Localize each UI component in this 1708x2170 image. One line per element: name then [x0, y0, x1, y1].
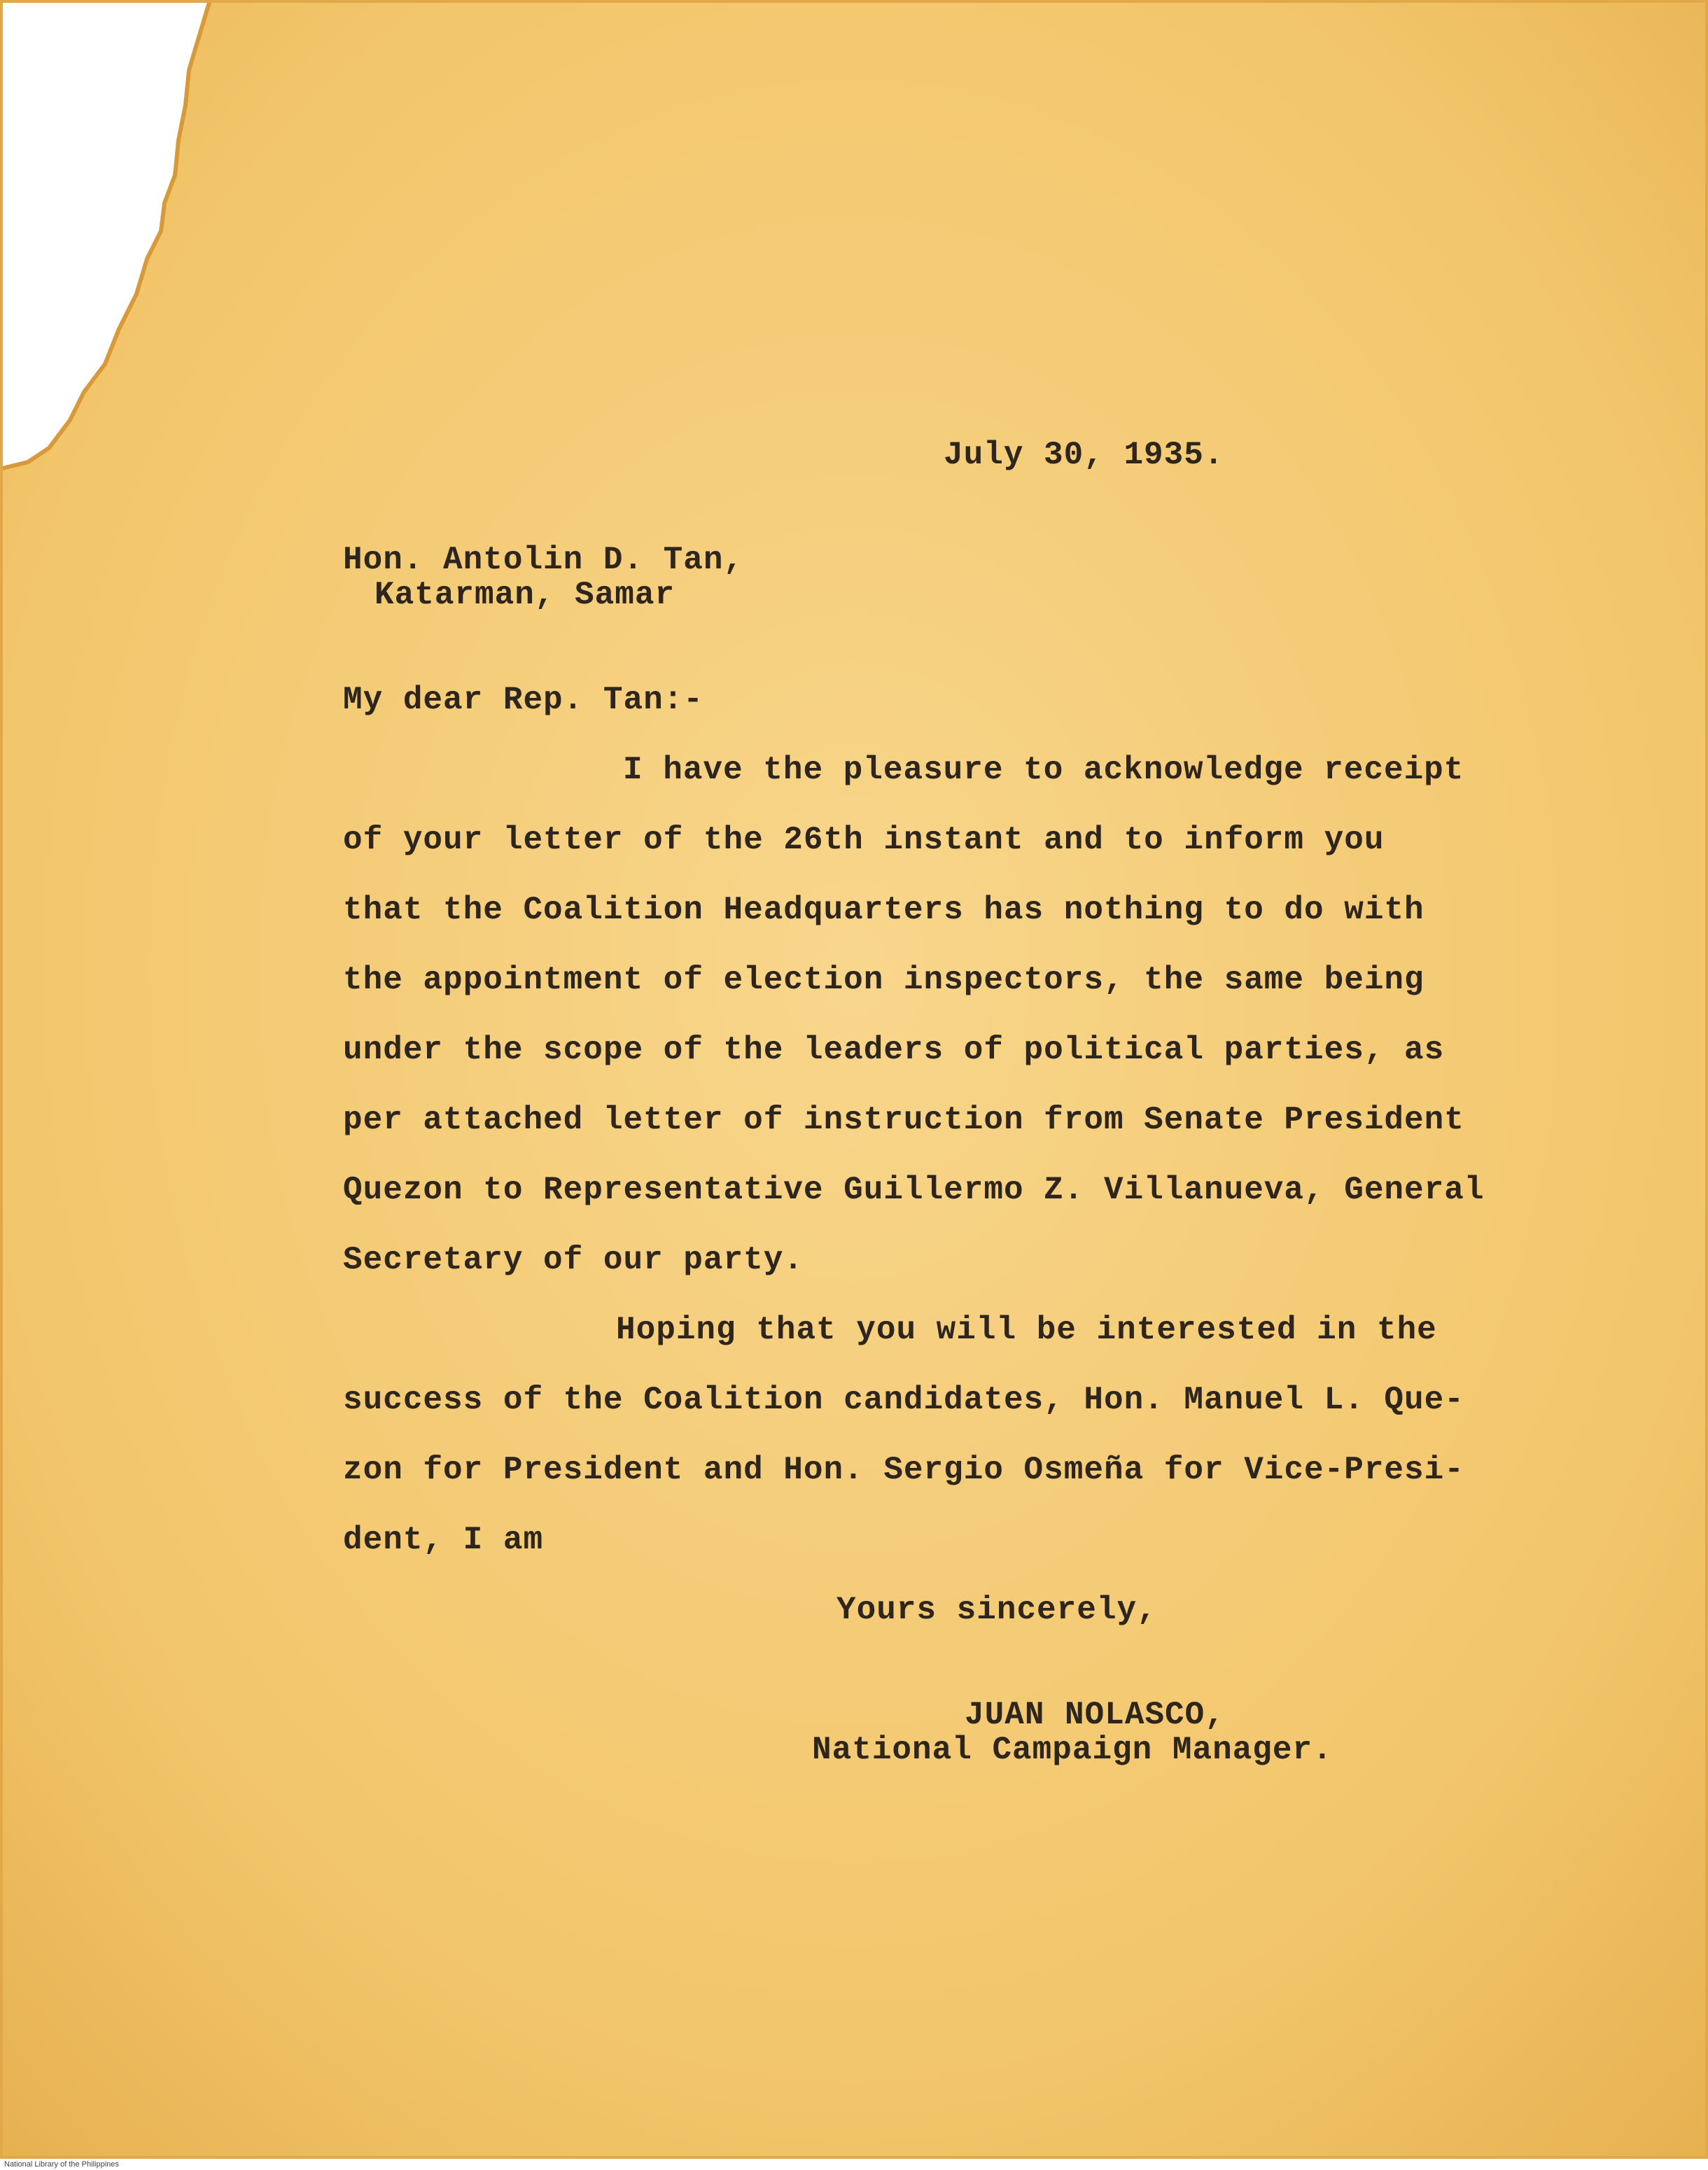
paragraph-1-line: I have the pleasure to acknowledge receipt — [623, 752, 1464, 788]
paragraph-1-line: per attached letter of instruction from Senate President — [343, 1102, 1464, 1138]
scan-footer-strip — [0, 2159, 1708, 2170]
signer-name: JUAN NOLASCO, — [965, 1697, 1225, 1733]
paragraph-2-line: zon for President and Hon. Sergio Osmeña for Vice-Presi- — [343, 1452, 1464, 1488]
recipient-name: Hon. Antolin D. Tan, — [343, 542, 744, 578]
signer-title: National Campaign Manager. — [812, 1732, 1333, 1768]
paragraph-1-line: of your letter of the 26th instant and to inform you — [343, 822, 1385, 858]
paragraph-1-line: that the Coalition Headquarters has nothing to do with — [343, 892, 1424, 928]
closing: Yours sincerely, — [836, 1592, 1157, 1628]
paragraph-2-line: dent, I am — [343, 1522, 544, 1558]
scan-source-label: National Library of the Philippines — [4, 2160, 119, 2169]
salutation: My dear Rep. Tan:- — [343, 682, 704, 718]
paragraph-1-line: under the scope of the leaders of political parties, as — [343, 1032, 1445, 1068]
paragraph-2-line: Hoping that you will be interested in the — [616, 1312, 1437, 1348]
letter-date: July 30, 1935. — [944, 437, 1224, 473]
paragraph-2-line: success of the Coalition candidates, Hon. Manuel L. Que- — [343, 1382, 1464, 1418]
paragraph-1-line: the appointment of election inspectors, the same being — [343, 962, 1424, 998]
paragraph-1-line: Secretary of our party. — [343, 1242, 804, 1278]
paragraph-1-line: Quezon to Representative Guillermo Z. Villanueva, General — [343, 1172, 1485, 1208]
recipient-location: Katarman, Samar — [374, 577, 676, 613]
